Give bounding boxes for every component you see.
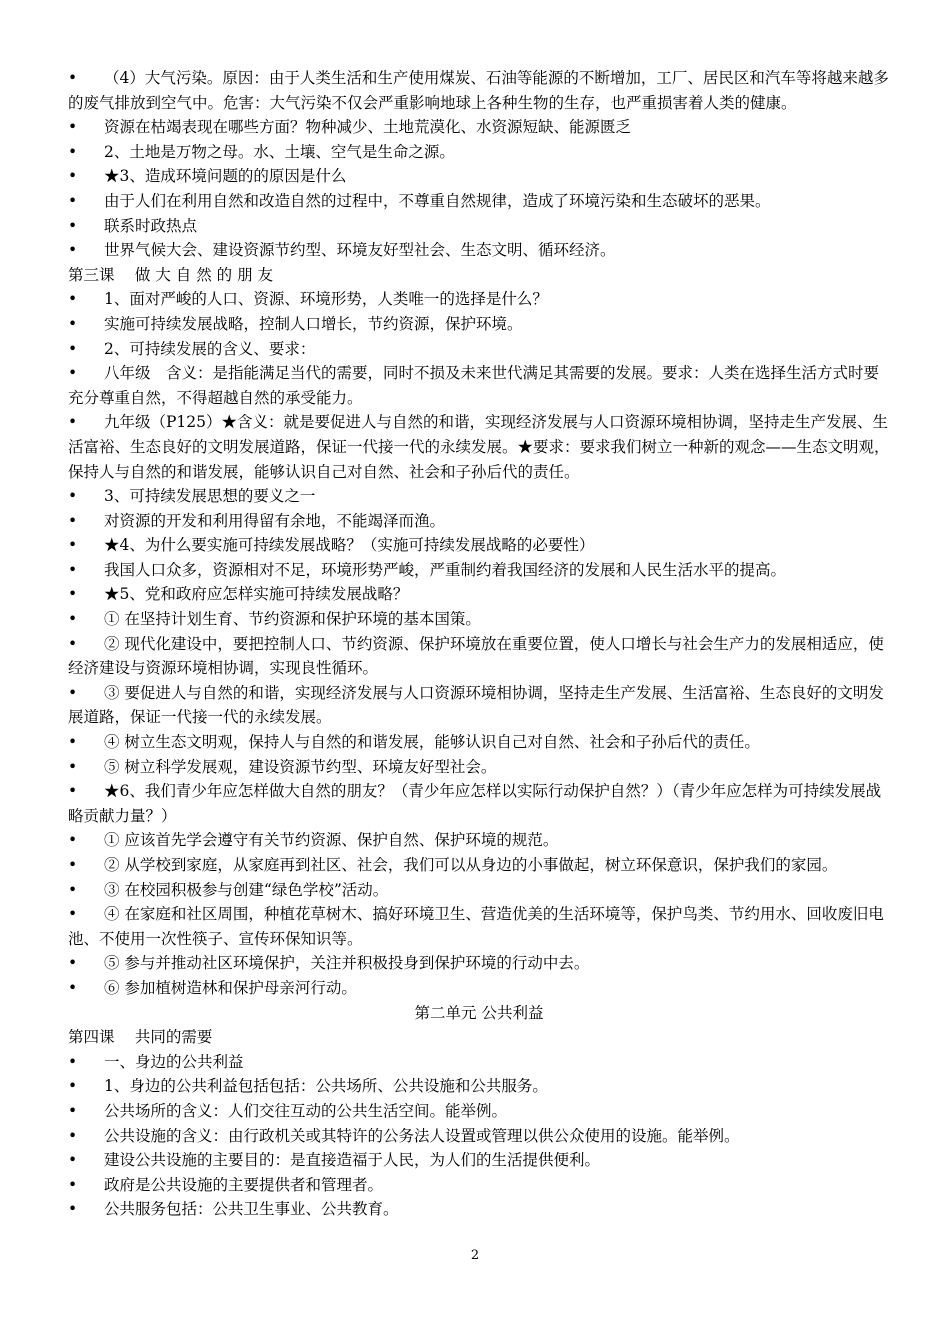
bullet-text: 世界气候大会、建设资源节约型、环境友好型社会、生态文明、循环经济。 — [104, 241, 616, 260]
bullet-item — [68, 66, 890, 115]
bullet-text: ★4、为什么要实施可持续发展战略？（实施可持续发展战略的必要性） — [104, 536, 595, 555]
bullet-text: ③ 在校园积极参与创建“绿色学校”活动。 — [104, 880, 389, 899]
lesson-heading — [68, 263, 890, 288]
bullet-text: 公共服务包括：公共卫生事业、公共教育。 — [104, 1200, 399, 1219]
bullet-item — [68, 361, 890, 410]
bullet-glyph: • — [68, 683, 78, 702]
bullet-item — [68, 484, 890, 509]
bullet-text: 2、土地是万物之母。水、土壤、空气是生命之源。 — [104, 142, 455, 161]
bullet-glyph: • — [68, 610, 78, 629]
bullet-item — [68, 214, 890, 239]
bullet-item — [68, 779, 890, 828]
bullet-glyph: • — [68, 1200, 78, 1219]
bullet-item — [68, 1148, 890, 1173]
bullet-text: 3、可持续发展思想的要义之一 — [104, 487, 316, 506]
bullet-text: 一、身边的公共利益 — [104, 1052, 244, 1071]
bullet-text: ① 在坚持计划生育、节约资源和保护环境的基本国策。 — [104, 610, 481, 629]
bullet-item — [68, 853, 890, 878]
bullet-glyph: • — [68, 167, 78, 186]
bullet-glyph: • — [68, 1101, 78, 1120]
bullet-item — [68, 164, 890, 189]
bullet-text: ⑥ 参加植树造林和保护母亲河行动。 — [104, 978, 357, 997]
bullet-glyph: • — [68, 1052, 78, 1071]
bullet-glyph: • — [68, 1126, 78, 1145]
bullet-glyph: • — [68, 511, 78, 530]
bullet-glyph: • — [68, 856, 78, 874]
bullet-glyph: • — [68, 314, 78, 333]
bullet-item — [68, 410, 890, 484]
bullet-text: 政府是公共设施的主要提供者和管理者。 — [104, 1175, 384, 1194]
bullet-item — [68, 533, 890, 558]
bullet-text: 资源在枯竭表现在哪些方面？物种减少、土地荒漠化、水资源短缺、能源匮乏 — [104, 118, 632, 137]
bullet-item — [68, 582, 890, 607]
bullet-glyph: • — [68, 733, 78, 752]
unit-heading-text: 第二单元 公共利益 — [414, 1003, 544, 1022]
bullet-item — [68, 337, 890, 362]
lesson-heading-text: 第三课 做 大 自 然 的 朋 友 — [68, 265, 273, 284]
bullet-text: 公共设施的含义：由行政机关或其特许的公务法人设置或管理以供公众使用的设施。能举例。 — [104, 1126, 740, 1145]
bullet-glyph: • — [68, 191, 78, 210]
lesson-heading-text: 第四课 共同的需要 — [68, 1028, 213, 1047]
bullet-item — [68, 1099, 890, 1124]
bullet-glyph: • — [68, 1175, 78, 1194]
bullet-glyph: • — [68, 757, 78, 776]
document-body — [68, 66, 890, 1222]
bullet-text: ★5、党和政府应怎样实施可持续发展战略？ — [104, 585, 409, 604]
bullet-glyph: • — [68, 339, 78, 358]
bullet-text: （4）大气污染。原因：由于人类生活和生产使用煤炭、石油等能源的不断增加，工厂、居民区和汽车等将越来越多的废气排放到空气中。危害：大气污染不仅会严重影响地球上各种生物的生存，也严重损害着人类的健康。 — [68, 69, 889, 112]
bullet-item — [68, 1173, 890, 1198]
bullet-glyph: • — [68, 782, 78, 801]
bullet-text: ★6、我们青少年应怎样做大自然的朋友？（青少年应怎样以实际行动保护自然？）（青少年应怎样为可持续发展战略贡献力量？） — [68, 782, 882, 825]
bullet-item — [68, 287, 890, 312]
bullet-text: 九年级（P125）★含义：就是要促进人与自然的和谐，实现经济发展与人口资源环境相协调，坚持走生产发展、生活富裕、生态良好的文明发展道路，保证一代接一代的永续发展。★要求：要求我们树立一种新的观念——生态文明观，保持人与自然的和谐发展，能够认识自己对自然、社会和子孙后代的责任。 — [68, 413, 890, 481]
bullet-glyph: • — [68, 364, 78, 383]
bullet-text: 实施可持续发展战略，控制人口增长，节约资源，保护环境。 — [104, 314, 523, 333]
unit-heading — [68, 1001, 890, 1026]
bullet-text: 由于人们在利用自然和改造自然的过程中，不尊重自然规律，造成了环境污染和生态破坏的恶果。 — [104, 191, 771, 210]
bullet-item — [68, 828, 890, 853]
bullet-glyph: • — [68, 978, 78, 997]
bullet-item — [68, 1124, 890, 1149]
bullet-glyph: • — [68, 954, 78, 973]
bullet-glyph: • — [68, 487, 78, 506]
bullet-item — [68, 189, 890, 214]
bullet-glyph: • — [68, 290, 78, 309]
bullet-item — [68, 681, 890, 730]
bullet-glyph: • — [68, 1077, 78, 1096]
bullet-item — [68, 632, 890, 681]
bullet-text: 1、身边的公共利益包括包括：公共场所、公共设施和公共服务。 — [104, 1077, 548, 1096]
page-number: 2 — [470, 1248, 480, 1263]
bullet-text: ① 应该首先学会遵守有关节约资源、保护自然、保护环境的规范。 — [104, 831, 559, 850]
bullet-glyph: • — [68, 216, 78, 235]
bullet-text: 我国人口众多，资源相对不足，环境形势严峻，严重制约着我国经济的发展和人民生活水平的提高。 — [104, 560, 787, 579]
bullet-item — [68, 902, 890, 951]
bullet-item — [68, 755, 890, 780]
bullet-item — [68, 115, 890, 140]
bullet-text: ② 从学校到家庭，从家庭再到社区、社会，我们可以从身边的小事做起，树立环保意识，保护我们的家园。 — [104, 856, 838, 874]
bullet-item — [68, 878, 890, 903]
bullet-item — [68, 140, 890, 165]
bullet-text: ② 现代化建设中，要把控制人口、节约资源、保护环境放在重要位置，使人口增长与社会生产力的发展相适应，使经济建设与资源环境相协调，实现良性循环。 — [68, 634, 884, 678]
bullet-text: ⑤ 参与并推动社区环境保护，关注并积极投身到保护环境的行动中去。 — [104, 954, 590, 973]
bullet-glyph: • — [68, 634, 78, 653]
bullet-glyph: • — [68, 241, 78, 260]
bullet-item — [68, 607, 890, 632]
bullet-glyph: • — [68, 585, 78, 604]
bullet-item — [68, 976, 890, 1001]
bullet-text: 对资源的开发和利用得留有余地，不能竭泽而渔。 — [104, 511, 446, 530]
bullet-text: 八年级 含义：是指能满足当代的需要，同时不损及未来世代满足其需要的发展。要求：人类在选择生活方式时要充分尊重自然，不得超越自然的承受能力。 — [68, 364, 880, 407]
bullet-glyph: • — [68, 413, 78, 432]
bullet-item — [68, 558, 890, 583]
bullet-glyph: • — [68, 880, 78, 899]
bullet-text: ★3、造成环境问题的的原因是什么 — [104, 167, 347, 186]
bullet-text: 2、可持续发展的含义、要求： — [104, 339, 316, 358]
bullet-glyph: • — [68, 536, 78, 555]
lesson-heading — [68, 1025, 890, 1050]
bullet-glyph: • — [68, 560, 78, 579]
bullet-item — [68, 951, 890, 976]
bullet-glyph: • — [68, 69, 78, 87]
bullet-text: ④ 在家庭和社区周围，种植花草树木、搞好环境卫生、营造优美的生活环境等，保护鸟类、节约用水、回收废旧电池、不使用一次性筷子、宣传环保知识等。 — [68, 905, 884, 948]
bullet-text: 公共场所的含义：人们交往互动的公共生活空间。能举例。 — [104, 1101, 508, 1120]
bullet-text: 1、面对严峻的人口、资源、环境形势，人类唯一的选择是什么？ — [104, 290, 548, 309]
bullet-glyph: • — [68, 905, 78, 924]
bullet-text: ③ 要促进人与自然的和谐，实现经济发展与人口资源环境相协调，坚持走生产发展、生活富裕、生态良好的文明发展道路，保证一代接一代的永续发展。 — [68, 683, 884, 727]
bullet-item — [68, 509, 890, 534]
bullet-text: ④ 树立生态文明观，保持人与自然的和谐发展，能够认识自己对自然、社会和子孙后代的责任。 — [104, 733, 760, 752]
bullet-glyph: • — [68, 118, 78, 137]
bullet-text: 建设公共设施的主要目的：是直接造福于人民，为人们的生活提供便利。 — [104, 1151, 601, 1170]
bullet-item — [68, 1050, 890, 1075]
bullet-item — [68, 312, 890, 337]
bullet-glyph: • — [68, 142, 78, 161]
bullet-text: ⑤ 树立科学发展观，建设资源节约型、环境友好型社会。 — [104, 757, 497, 776]
bullet-text: 联系时政热点 — [104, 216, 198, 235]
bullet-glyph: • — [68, 1151, 78, 1170]
bullet-item — [68, 1074, 890, 1099]
bullet-glyph: • — [68, 831, 78, 850]
bullet-item — [68, 1197, 890, 1222]
bullet-item — [68, 238, 890, 263]
bullet-item — [68, 730, 890, 755]
